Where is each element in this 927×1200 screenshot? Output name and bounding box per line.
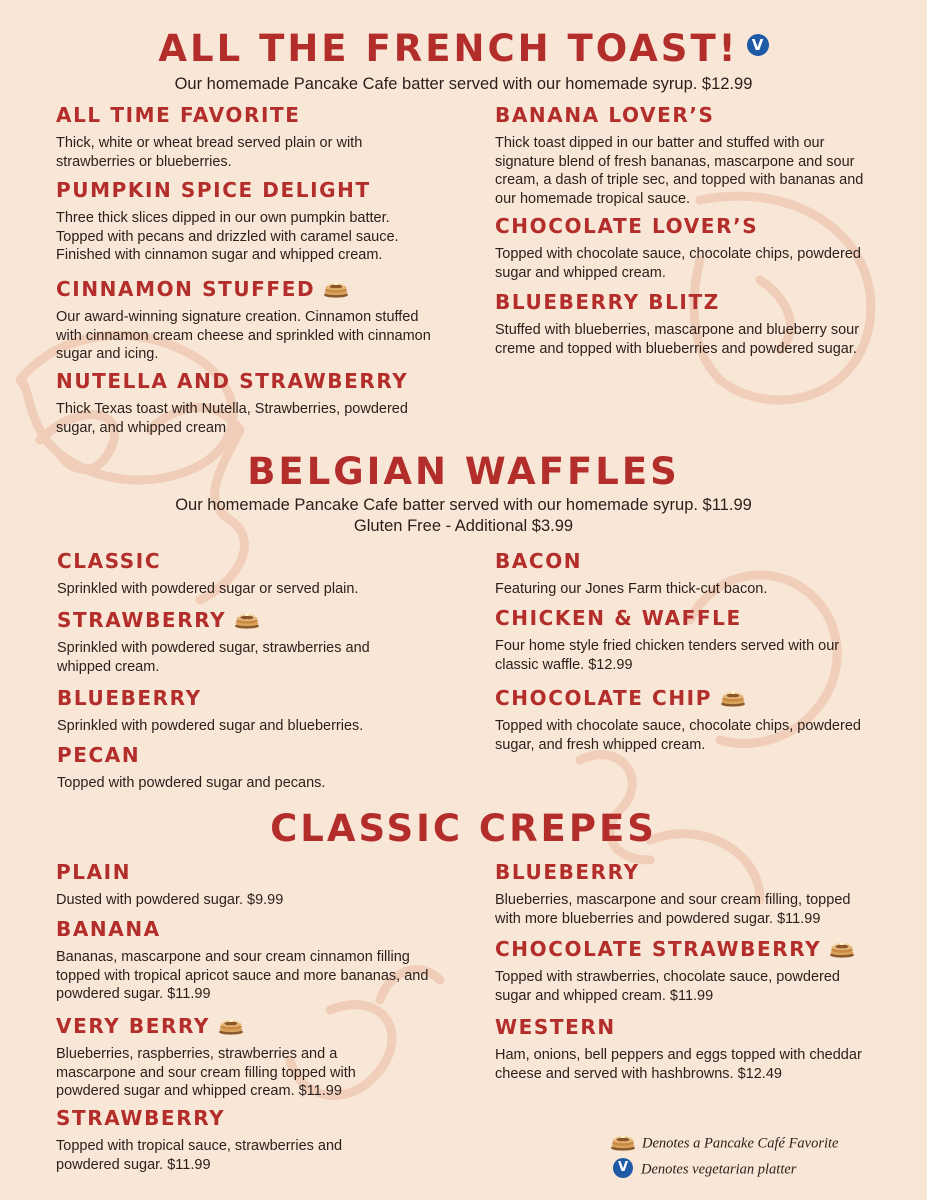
item-name: CHOCOLATE CHIP — [495, 686, 712, 710]
item-name: NUTELLA AND STRAWBERRY — [56, 369, 409, 393]
menu-item — [57, 686, 437, 736]
item-description: Blueberries, mascarpone and sour cream filling, topped with more blueberries and powdered sugar. $11.99 — [495, 892, 851, 927]
legend-vegetarian — [610, 1160, 796, 1180]
item-name: WESTERN — [495, 1015, 616, 1039]
menu-item — [56, 103, 436, 171]
menu-item — [495, 290, 875, 358]
crepes-title: CLASSIC CREPES — [270, 807, 657, 850]
item-name: PUMPKIN SPICE DELIGHT — [56, 178, 371, 202]
item-name: STRAWBERRY — [57, 608, 227, 632]
french-toast-subtitle: Our homemade Pancake Cafe batter served with our homemade syrup. $12.99 — [174, 75, 753, 93]
legend-favorite-text: Denotes a Pancake Café Favorite — [642, 1135, 839, 1152]
item-name: ALL TIME FAVORITE — [56, 103, 301, 127]
pancake-stack-icon — [323, 279, 349, 297]
menu-item — [495, 1015, 875, 1083]
item-description: Sprinkled with powdered sugar and blueberries. — [57, 718, 364, 734]
item-name: BLUEBERRY BLITZ — [495, 290, 720, 314]
legend-favorite — [610, 1135, 839, 1153]
menu-item — [56, 178, 436, 265]
menu-item — [56, 277, 436, 364]
menu-item — [495, 606, 875, 674]
item-name: VERY BERRY — [56, 1014, 210, 1038]
menu-item — [56, 369, 436, 437]
item-description: Thick Texas toast with Nutella, Strawberries, powdered sugar, and whipped cream — [56, 401, 408, 436]
item-description: Stuffed with blueberries, mascarpone and blueberry sour creme and topped with blueberries and powdered sugar. — [495, 322, 860, 357]
item-name: CLASSIC — [57, 549, 162, 573]
item-description: Blueberries, raspberries, strawberries and a mascarpone and sour cream filling topped with powdered sugar and whipped cream. $11.99 — [56, 1046, 356, 1099]
menu-item — [495, 937, 875, 1005]
item-name: CHICKEN & WAFFLE — [495, 606, 742, 630]
item-name: BACON — [495, 549, 583, 573]
item-name: BLUEBERRY — [57, 686, 202, 710]
item-description: Four home style fried chicken tenders served with our classic waffle. $12.99 — [495, 638, 840, 673]
item-name: STRAWBERRY — [56, 1106, 226, 1130]
menu-item — [495, 214, 875, 282]
item-description: Ham, onions, bell peppers and eggs topped with cheddar cheese and served with hashbrowns. $12.49 — [495, 1047, 862, 1082]
menu-item — [56, 1014, 396, 1101]
waffles-title: BELGIAN WAFFLES — [247, 450, 680, 493]
menu-item — [57, 743, 437, 793]
waffles-subtitle: Our homemade Pancake Cafe batter served with our homemade syrup. $11.99 — [175, 496, 752, 514]
item-description: Bananas, mascarpone and sour cream cinnamon filling topped with tropical apricot sauce and more bananas, and powdered sugar. $11.99 — [56, 949, 429, 1002]
menu-item — [495, 103, 875, 208]
item-description: Sprinkled with powdered sugar, strawberries and whipped cream. — [57, 640, 370, 675]
menu-item — [495, 686, 875, 754]
item-description: Three thick slices dipped in our own pumpkin batter. Topped with pecans and drizzled with caramel sauce. Finished with cinnamon sugar and whipped cream. — [56, 210, 399, 263]
menu-item — [57, 549, 437, 599]
item-description: Topped with tropical sauce, strawberries and powdered sugar. $11.99 — [56, 1138, 343, 1173]
menu-item — [495, 549, 875, 599]
pancake-stack-icon — [720, 688, 746, 706]
menu-item — [56, 860, 436, 910]
pancake-stack-icon — [218, 1016, 244, 1034]
item-name: PECAN — [57, 743, 141, 767]
item-name: CHOCOLATE STRAWBERRY — [495, 937, 822, 961]
item-description: Topped with powdered sugar and pecans. — [57, 775, 326, 791]
item-name: BANANA — [56, 917, 161, 941]
vegetarian-badge-icon: V — [747, 34, 769, 56]
item-description: Our award-winning signature creation. Cinnamon stuffed with cinnamon cream cheese and sprinkled with cinnamon sugar and icing. — [56, 309, 431, 362]
item-description: Topped with strawberries, chocolate sauce, powdered sugar and whipped cream. $11.99 — [495, 969, 840, 1004]
item-description: Topped with chocolate sauce, chocolate chips, powdered sugar and whipped cream. — [495, 246, 861, 281]
menu-item — [56, 1106, 386, 1174]
item-description: Thick toast dipped in our batter and stuffed with our signature blend of fresh bananas, mascarpone and sour cream, a dash of triple sec, and topped with bananas and our homemade tropical sauce. — [495, 135, 864, 207]
item-name: CINNAMON STUFFED — [56, 277, 316, 301]
item-name: BLUEBERRY — [495, 860, 640, 884]
legend-vegetarian-text: Denotes vegetarian platter — [641, 1161, 797, 1178]
item-description: Sprinkled with powdered sugar or served plain. — [57, 581, 359, 597]
pancake-stack-icon — [610, 1133, 636, 1151]
menu-item — [495, 860, 875, 928]
pancake-stack-icon — [829, 939, 855, 957]
waffles-gluten-free-note: Gluten Free - Additional $3.99 — [353, 517, 574, 535]
item-description: Thick, white or wheat bread served plain or with strawberries or blueberries. — [56, 135, 363, 170]
pancake-stack-icon — [234, 610, 260, 628]
vegetarian-badge-icon: V — [613, 1158, 633, 1178]
item-name: BANANA LOVER’S — [495, 103, 715, 127]
item-description: Dusted with powdered sugar. $9.99 — [56, 892, 284, 908]
item-name: CHOCOLATE LOVER’S — [495, 214, 759, 238]
menu-item — [57, 608, 387, 676]
item-description: Topped with chocolate sauce, chocolate chips, powdered sugar, and fresh whipped cream. — [495, 718, 861, 753]
item-description: Featuring our Jones Farm thick-cut bacon. — [495, 581, 768, 597]
french-toast-title: ALL THE FRENCH TOAST! V — [0, 27, 927, 70]
menu-item — [56, 917, 436, 1004]
item-name: PLAIN — [56, 860, 132, 884]
